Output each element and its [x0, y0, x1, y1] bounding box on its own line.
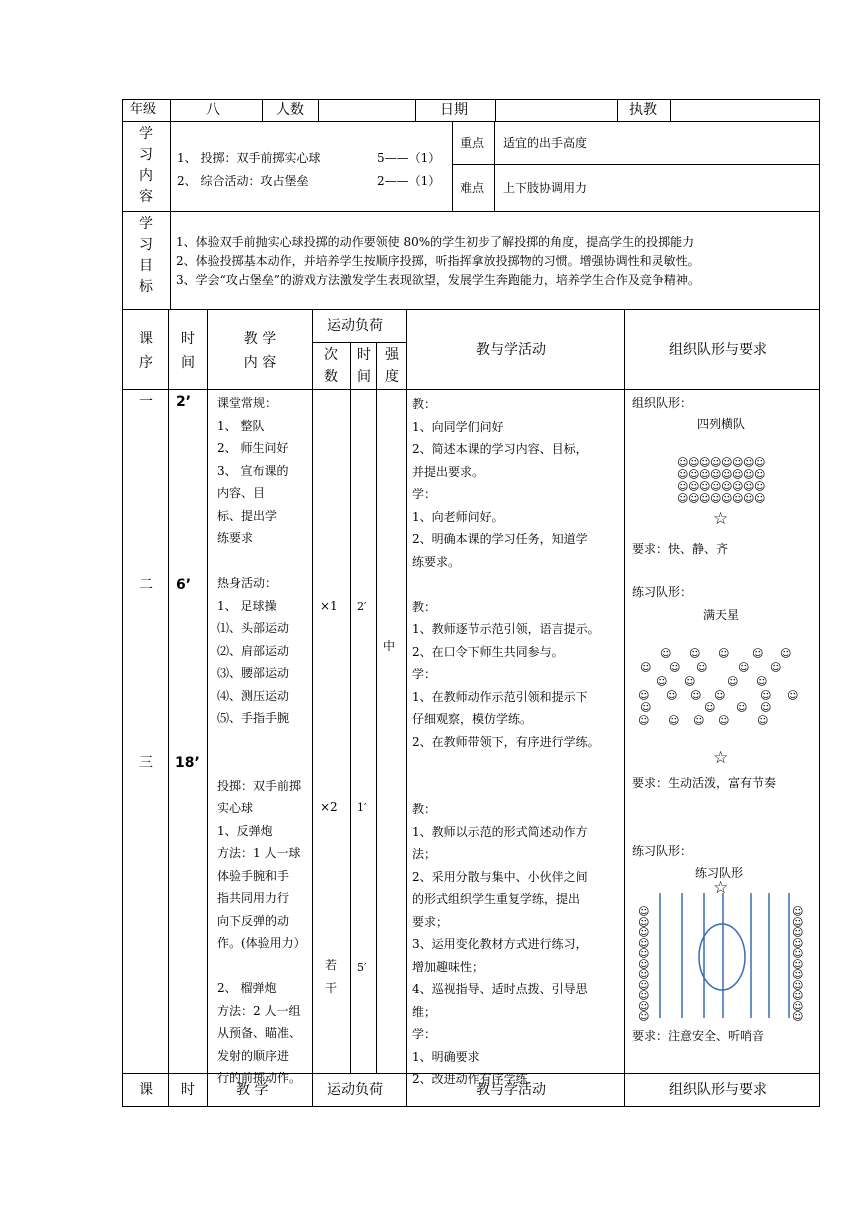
activity-line — [412, 776, 600, 799]
content-line: 体验手腕和手 — [217, 868, 290, 883]
difficulty-value: 上下肢协调用力 — [503, 181, 588, 195]
activity-line: 3、运用变化教材方式进行练习， — [412, 937, 588, 951]
activity-line: 练要求。 — [412, 554, 461, 569]
content-item-1: 1、 投掷：双手前掷实心球 — [177, 151, 321, 165]
student-smiley-icon: ☺ — [638, 689, 650, 702]
col-content: 教 学 内 容 — [243, 331, 277, 371]
formation-2-name: 满天星 — [703, 608, 740, 622]
activity-line: 增加趣味性； — [412, 959, 485, 974]
col-intensity: 强 度 — [385, 347, 399, 385]
goal-item: 1、体验双手前抛实心球投掷的动作要领使 80%的学生初步了解投掷的角度，提高学生的投掷能力 — [176, 235, 695, 249]
content-line: 标、提出学 — [217, 508, 278, 523]
content-line: 向下反弹的动 — [217, 913, 290, 928]
formation-3-requirement: 要求：注意安全、听哨音 — [632, 1029, 765, 1043]
activity-line: 2、明确本课的学习任务，知道学 — [412, 532, 588, 546]
col-duration: 时 间 — [357, 347, 371, 385]
student-smiley-icon: ☺ — [757, 714, 769, 727]
student-smiley-icon: ☺ — [780, 647, 792, 660]
activity-line: 法； — [412, 847, 437, 861]
grade-value: 八 — [206, 102, 220, 118]
activity-line: 4、巡视指导、适时点拨、引导思 — [412, 982, 588, 996]
content-line: 1、 整队 — [217, 418, 265, 433]
content-line: 方法：2 人一组 — [217, 1003, 301, 1018]
col-seq: 课 序 — [139, 331, 153, 371]
student-smiley-icon: ☺ — [752, 647, 764, 660]
student-smiley-icon: ☺ — [690, 689, 702, 702]
student-smiley-icon: ☺ — [743, 480, 755, 493]
student-smiley-icon: ☺ — [638, 968, 650, 981]
activity-line: 1、教师以示范的形式简述动作方 — [412, 824, 588, 839]
formation-2-label: 练习队形： — [632, 585, 693, 599]
formation-1-name: 四列横队 — [697, 417, 746, 431]
content-line — [217, 550, 306, 573]
student-smiley-icon: ☺ — [638, 926, 650, 939]
key-point-value: 适宜的出手高度 — [503, 136, 588, 150]
content-line: 练要求 — [217, 531, 254, 545]
col-formation: 组织队形与要求 — [669, 342, 767, 358]
student-smiley-icon: ☺ — [754, 468, 766, 481]
content-label: 学 习 内 容 — [139, 126, 153, 205]
content-line: 指共同用力行 — [217, 891, 290, 905]
student-smiley-icon: ☺ — [792, 1010, 804, 1023]
student-smiley-icon: ☺ — [732, 480, 744, 493]
goal-item: 2、体验投掷基本动作，并培养学生按顺序投掷，听指挥拿放投掷物的习惯。增强协调性和灵敏性。 — [176, 254, 700, 268]
student-smiley-icon: ☺ — [699, 480, 711, 493]
student-smiley-icon: ☺ — [721, 480, 733, 493]
student-smiley-icon: ☺ — [727, 675, 739, 688]
activity-line: 1、向老师问好。 — [412, 509, 504, 524]
student-smiley-icon: ☺ — [677, 480, 689, 493]
student-smiley-icon: ☺ — [754, 480, 766, 493]
student-smiley-icon: ☺ — [689, 647, 701, 660]
student-smiley-icon: ☺ — [714, 689, 726, 702]
content-line: 投掷：双手前掷 — [217, 778, 302, 793]
activity-line: 的形式组织学生重复学练，提出 — [412, 892, 581, 906]
student-smiley-icon: ☺ — [754, 492, 766, 505]
student-smiley-icon: ☺ — [792, 947, 804, 960]
content-line: ⑶、腰部运动 — [217, 666, 290, 680]
content-line — [217, 730, 306, 753]
student-smiley-icon: ☺ — [693, 714, 705, 727]
goals-list — [176, 233, 700, 290]
content-line: ⑸、手指手腕 — [217, 711, 290, 725]
student-smiley-icon: ☺ — [792, 926, 804, 939]
activity-line: 并提出要求。 — [412, 464, 485, 479]
activity-line: 学： — [412, 487, 437, 501]
student-smiley-icon: ☺ — [688, 468, 700, 481]
content-line: ⑷、测压运动 — [217, 688, 290, 703]
activity-line: 仔细观察，模仿学练。 — [412, 712, 533, 726]
student-smiley-icon: ☺ — [710, 480, 722, 493]
student-smiley-icon: ☺ — [638, 1010, 650, 1023]
activity-line: 学： — [412, 1027, 437, 1041]
student-smiley-icon: ☺ — [721, 492, 733, 505]
content-line: 2、 师生问好 — [217, 441, 289, 455]
col-time: 时 间 — [181, 331, 195, 371]
student-smiley-icon: ☺ — [656, 675, 668, 688]
content-item-2: 2、 综合活动：攻占堡垒 — [177, 174, 309, 188]
duration-3: 5′ — [357, 961, 367, 974]
student-smiley-icon: ☺ — [718, 714, 730, 727]
count-1: ×1 — [320, 599, 338, 613]
student-smiley-icon: ☺ — [792, 978, 804, 992]
content-line: 行的前掷动作。 — [217, 1071, 302, 1085]
student-smiley-icon: ☺ — [787, 689, 799, 702]
duration-2: 1′ — [357, 801, 367, 814]
footer-time: 时 — [181, 1082, 195, 1098]
student-smiley-icon: ☺ — [756, 675, 768, 688]
activity-line — [412, 573, 600, 596]
student-smiley-icon: ☺ — [792, 968, 804, 981]
activity-line: 教： — [412, 397, 437, 411]
content-item-2-hours: 2——（1） — [377, 174, 441, 188]
date-label: 日期 — [440, 102, 468, 118]
content-line: ⑵、肩部运动 — [217, 643, 290, 658]
footer-activity: 教与学活动 — [476, 1082, 546, 1098]
student-smiley-icon: ☺ — [688, 456, 700, 469]
student-smiley-icon: ☺ — [688, 492, 700, 505]
content-line: 1、 足球操 — [217, 598, 277, 613]
student-smiley-icon: ☺ — [666, 689, 678, 702]
content-line: 热身活动： — [217, 576, 278, 590]
student-smiley-icon: ☺ — [743, 456, 755, 469]
student-smiley-icon: ☺ — [792, 905, 804, 918]
student-smiley-icon: ☺ — [638, 905, 650, 918]
student-smiley-icon: ☺ — [760, 689, 772, 702]
student-smiley-icon: ☺ — [770, 661, 782, 674]
student-smiley-icon: ☺ — [792, 915, 804, 929]
activity-line: 维； — [412, 1004, 437, 1019]
student-smiley-icon: ☺ — [792, 957, 804, 971]
activity-line: 1、向同学们问好 — [412, 419, 504, 434]
activity-line: 学： — [412, 667, 437, 681]
activity-line: 要求； — [412, 914, 449, 929]
count-label: 人数 — [276, 102, 304, 118]
teaching-content — [217, 392, 306, 1090]
activity-line — [412, 753, 600, 776]
student-smiley-icon: ☺ — [638, 978, 650, 992]
student-smiley-icon: ☺ — [638, 999, 650, 1013]
student-smiley-icon: ☺ — [638, 714, 650, 727]
content-line: 3、 宣布课的 — [217, 463, 289, 478]
duration-1: 2′ — [357, 600, 367, 613]
time-2: 6’ — [176, 577, 192, 593]
activity-line: 2、在教师带领下，有序进行学练。 — [412, 734, 600, 749]
student-smiley-icon: ☺ — [710, 456, 722, 469]
student-smiley-icon: ☺ — [638, 947, 650, 960]
student-smiley-icon: ☺ — [699, 492, 711, 505]
student-smiley-icon: ☺ — [732, 456, 744, 469]
count-3b: 干 — [325, 981, 338, 995]
goal-item: 3、学会“攻占堡垒”的游戏方法激发学生表现欲望，发展学生奔跑能力，培养学生合作及竞争精神。 — [176, 273, 700, 287]
content-item-1-hours: 5——（1） — [377, 151, 441, 165]
col-activity: 教与学活动 — [476, 342, 546, 358]
activity-line: 1、在教师动作示范引领和提示下 — [412, 689, 588, 704]
student-smiley-icon: ☺ — [684, 675, 696, 688]
student-smiley-icon: ☺ — [710, 492, 722, 505]
activity-line: 1、明确要求 — [412, 1049, 480, 1064]
student-smiley-icon: ☺ — [792, 999, 804, 1013]
activity-line: 1、教师逐节示范引领，语言提示。 — [412, 622, 600, 636]
student-smiley-icon: ☺ — [638, 936, 650, 950]
formation-3-name: 练习队形 — [695, 866, 744, 880]
student-smiley-icon: ☺ — [699, 468, 711, 481]
student-smiley-icon: ☺ — [638, 989, 650, 1002]
activity-line: 2、在口令下师生共同参与。 — [412, 644, 564, 659]
student-smiley-icon: ☺ — [638, 915, 650, 929]
footer-formation: 组织队形与要求 — [669, 1082, 767, 1098]
student-smiley-icon: ☺ — [669, 661, 681, 674]
count-2: ×2 — [320, 800, 338, 814]
activity-line: 教： — [412, 802, 437, 816]
student-smiley-icon: ☺ — [677, 492, 689, 505]
student-smiley-icon: ☺ — [688, 480, 700, 493]
student-smiley-icon: ☺ — [754, 456, 766, 469]
student-smiley-icon: ☺ — [677, 468, 689, 481]
student-smiley-icon: ☺ — [743, 468, 755, 481]
activity-line: 2、简述本课的学习内容、目标， — [412, 442, 588, 456]
student-smiley-icon: ☺ — [721, 456, 733, 469]
content-line: ⑴、头部运动 — [217, 621, 290, 635]
formation-2-requirement: 要求：生动活泼，富有节奏 — [632, 776, 777, 790]
student-smiley-icon: ☺ — [721, 468, 733, 481]
content-line: 课堂常规： — [217, 396, 278, 410]
student-smiley-icon: ☺ — [710, 468, 722, 481]
practice-field-diagram — [625, 885, 819, 1025]
student-smiley-icon: ☺ — [640, 701, 652, 714]
formation-3-label: 练习队形： — [632, 844, 693, 858]
seq-1: 一 — [139, 394, 153, 410]
student-smiley-icon: ☺ — [732, 492, 744, 505]
difficulty-label: 难点 — [460, 181, 485, 195]
col-load: 运动负荷 — [327, 318, 383, 334]
content-line — [217, 752, 306, 775]
time-3: 18’ — [175, 755, 200, 771]
content-line — [217, 955, 306, 978]
activity-line: 2、采用分散与集中、小伙伴之间 — [412, 869, 588, 884]
content-line: 内容、目 — [217, 486, 266, 500]
footer-seq: 课 — [139, 1082, 153, 1098]
content-line: 1、反弹炮 — [217, 823, 273, 838]
student-smiley-icon: ☺ — [638, 957, 650, 971]
footer-content: 教 学 — [236, 1082, 269, 1098]
seq-3: 三 — [139, 755, 153, 771]
seq-2: 二 — [139, 577, 153, 593]
teaching-activity — [412, 393, 600, 1091]
content-line: 发射的顺序进 — [217, 1048, 290, 1063]
content-line: 实心球 — [217, 801, 254, 815]
content-line: 作。(体验用力） — [217, 936, 306, 950]
content-line: 2、 榴弹炮 — [217, 981, 277, 995]
teacher-label: 执教 — [629, 102, 657, 118]
content-line: 方法：1 人一球 — [217, 846, 301, 860]
student-smiley-icon: ☺ — [736, 701, 748, 714]
student-smiley-icon: ☺ — [760, 701, 772, 714]
intensity-value: 中 — [383, 639, 396, 653]
teacher-star-icon: ☆ — [713, 509, 729, 529]
teacher-star-icon: ☆ — [713, 878, 729, 898]
student-smiley-icon: ☺ — [668, 714, 680, 727]
student-smiley-icon: ☺ — [660, 647, 672, 660]
activity-line: 2、改进动作有序学练 — [412, 1072, 528, 1086]
count-3a: 若 — [325, 958, 338, 972]
content-line: 从预备、瞄准、 — [217, 1026, 302, 1040]
activity-line: 教： — [412, 599, 437, 614]
student-smiley-icon: ☺ — [704, 701, 716, 714]
student-smiley-icon: ☺ — [677, 456, 689, 469]
student-smiley-icon: ☺ — [743, 492, 755, 505]
student-smiley-icon: ☺ — [738, 661, 750, 674]
student-smiley-icon: ☺ — [699, 456, 711, 469]
student-smiley-icon: ☺ — [640, 661, 652, 674]
student-smiley-icon: ☺ — [792, 989, 804, 1002]
time-1: 2’ — [176, 394, 192, 410]
footer-load: 运动负荷 — [327, 1082, 383, 1098]
student-smiley-icon: ☺ — [732, 468, 744, 481]
key-point-label: 重点 — [460, 136, 485, 150]
formation-1-requirement: 要求：快、静、齐 — [632, 542, 729, 556]
student-smiley-icon: ☺ — [792, 936, 804, 950]
student-smiley-icon: ☺ — [696, 661, 708, 674]
goals-label: 学 习 目 标 — [139, 216, 153, 295]
grade-label: 年级 — [130, 102, 157, 117]
student-smiley-icon: ☺ — [718, 647, 730, 660]
formation-1-label: 组织队形： — [632, 396, 693, 410]
col-times: 次 数 — [324, 347, 338, 385]
teacher-star-icon: ☆ — [713, 748, 729, 768]
